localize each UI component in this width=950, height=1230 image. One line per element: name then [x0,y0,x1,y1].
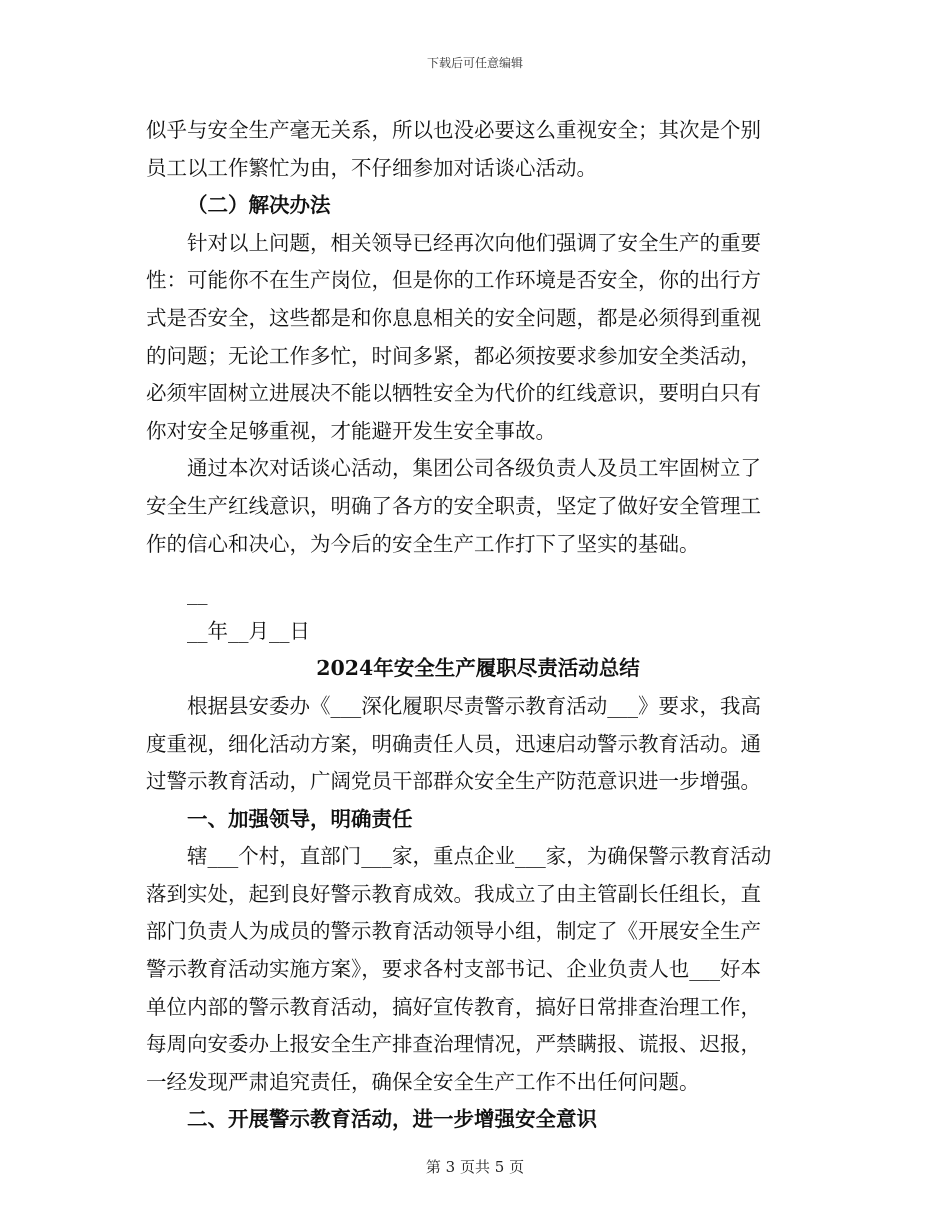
date-line: __年__月__日 [187,618,310,643]
page-header: 下载后可任意编辑 [426,56,523,70]
paragraph-line: 似乎与安全生产毫无关系，所以也没必要这么重视安全；其次是个别 [146,118,761,142]
section-heading: 二、开展警示教育活动，进一步增强安全意识 [187,1107,597,1132]
paragraph-line: 一经发现严肃追究责任，确保全安全生产工作不出任何问题。 [146,1069,700,1094]
paragraph-line: 你对安全足够重视，才能避开发生安全事故。 [146,418,556,443]
paragraph-line: 落到实处，起到良好警示教育成效。我成立了由主管副长任组长，直 [146,881,761,906]
paragraph-line: 度重视，细化活动方案，明确责任人员，迅速启动警示教育活动。通 [146,731,761,756]
paragraph-line: 式是否安全，这些都是和你息息相关的安全问题，都是必须得到重视 [146,305,761,330]
paragraph-line: 辖___个村，直部门___家，重点企业___家，为确保警示教育活动 [187,844,772,869]
paragraph-line: 必须牢固树立进展决不能以牺牲安全为代价的红线意识，要明白只有 [146,381,761,406]
paragraph-line: 的问题；无论工作多忙，时间多紧，都必须按要求参加安全类活动， [146,343,761,368]
paragraph-line: 安全生产红线意识，明确了各方的安全职责，坚定了做好安全管理工 [146,493,761,518]
signature-line: __ [187,581,208,606]
paragraph-line: 部门负责人为成员的警示教育活动领导小组，制定了《开展安全生产 [146,919,761,944]
paragraph-line: 根据县安委办《___深化履职尽责警示教育活动___》要求，我高 [187,693,761,718]
paragraph-line: 性：可能你不在生产岗位，但是你的工作环境是否安全，你的出行方 [146,268,761,293]
page-number: 第 3 页共 5 页 [425,1158,525,1176]
document-body [146,112,810,1139]
paragraph-line: 员工以工作繁忙为由，不仔细参加对话谈心活动。 [146,155,597,180]
paragraph-line: 警示教育活动实施方案》，要求各村支部书记、企业负责人也___好本 [146,957,761,982]
paragraph-line: 每周向安委办上报安全生产排查治理情况，严禁瞒报、谎报、迟报， [146,1032,761,1057]
paragraph-line: 单位内部的警示教育活动，搞好宣传教育，搞好日常排查治理工作， [146,994,761,1019]
document-title: 2024年安全生产履职尽责活动总结 [316,656,640,681]
paragraph-line: 通过本次对话谈心活动，集团公司各级负责人及员工牢固树立了 [187,456,761,481]
paragraph-line: 作的信心和决心，为今后的安全生产工作打下了坚实的基础。 [146,531,700,556]
section-heading: （二）解决办法 [187,193,331,218]
section-heading: 一、加强领导，明确责任 [187,806,413,831]
spacer [146,563,810,575]
paragraph-line: 过警示教育活动，广阔党员干部群众安全生产防范意识进一步增强。 [146,769,761,794]
paragraph-line: 针对以上问题，相关领导已经再次向他们强调了安全生产的重要 [187,230,761,255]
